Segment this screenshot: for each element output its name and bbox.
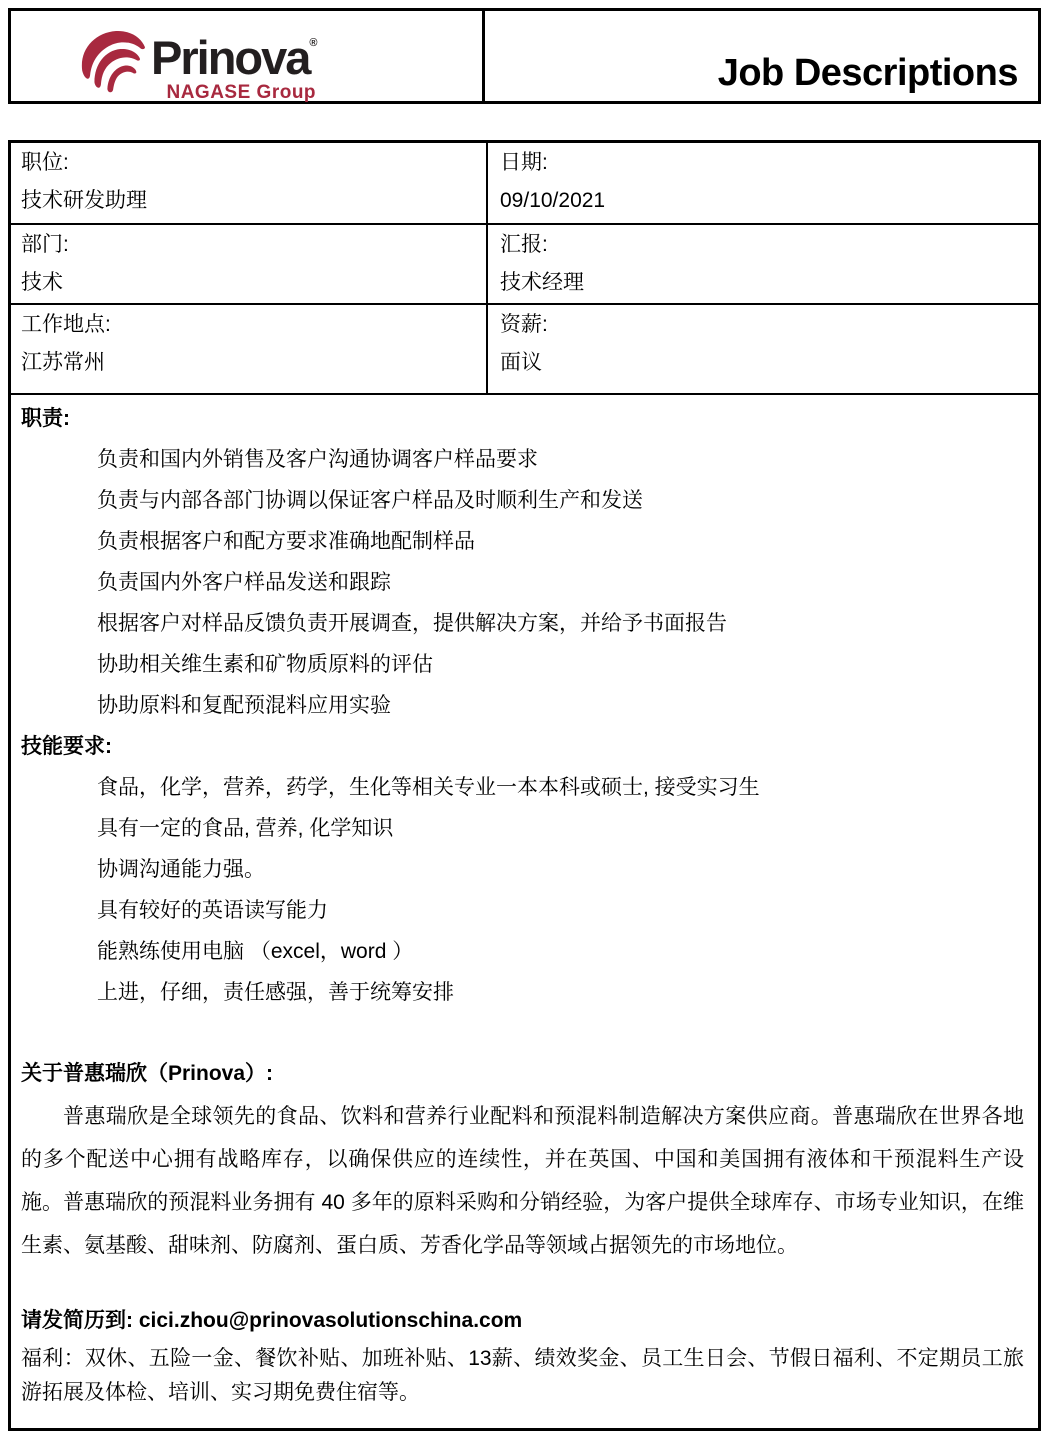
responsibility-item: 协助相关维生素和矿物质原料的评估 (97, 653, 433, 676)
date-value: 09/10/2021 (500, 189, 606, 212)
resume-contact-label: 请发简历到: (21, 1309, 133, 1332)
position-label: 职位: (21, 151, 69, 174)
responsibilities-heading: 职责: (21, 407, 70, 430)
salary-value: 面议 (500, 351, 542, 374)
responsibility-item: 负责国内外客户样品发送和跟踪 (97, 571, 391, 594)
location-cell (11, 305, 488, 393)
skill-item: 食品，化学，营养，药学，生化等相关专业一本本科或硕士, 接受实习生 (97, 776, 760, 799)
header-title-cell (485, 11, 1038, 101)
nagase-group-label: NAGASE Group (166, 82, 317, 103)
salary-label: 资薪: (500, 313, 548, 336)
about-heading: 关于普惠瑞欣（Prinova）: (21, 1062, 274, 1085)
table-row (11, 225, 1038, 305)
benefits-text: 福利：双休、五险一金、餐饮补贴、加班补贴、13薪、绩效奖金、员工生日会、节假日福利、不定期员工旅游拓展及体检、培训、实习期免费住宿等。 (21, 1347, 1024, 1404)
prinova-logo (75, 17, 318, 104)
resume-contact-line (21, 1300, 1024, 1342)
skill-item: 上进，仔细，责任感强，善于统筹安排 (97, 981, 454, 1004)
table-row (11, 143, 1038, 225)
brand-name: Prinova® (151, 31, 318, 84)
report-to-value: 技术经理 (500, 271, 584, 294)
responsibility-item: 负责与内部各部门协调以保证客户样品及时顺利生产和发送 (97, 489, 643, 512)
skills-heading: 技能要求: (21, 735, 112, 758)
header-logo-cell (11, 11, 485, 101)
position-cell (11, 143, 488, 223)
date-label: 日期: (500, 151, 548, 174)
report-to-cell (488, 225, 1038, 303)
page-title: Job Descriptions (717, 52, 1018, 94)
department-label: 部门: (21, 233, 69, 256)
location-value: 江苏常州 (21, 351, 105, 374)
job-details-cell (11, 395, 1038, 1428)
job-info-table (8, 140, 1041, 1431)
skill-item: 具有一定的食品, 营养, 化学知识 (97, 817, 394, 840)
skill-item: 协调沟通能力强。 (97, 858, 265, 881)
logo-wordmark (151, 17, 318, 104)
about-paragraph: 普惠瑞欣是全球领先的食品、饮料和营养行业配料和预混料制造解决方案供应商。普惠瑞欣在世界各地的多个配送中心拥有战略库存，以确保供应的连续性，并在英国、中国和美国拥有液体和干预混料生产设施。普惠瑞欣的预混料业务拥有 40 多年的原料采购和分销经验，为客户提供全球库存、市场专业知识，在维生素、氨基酸、甜味剂、防腐剂、蛋白质、芳香化学品等领域占据领先的市场地位。 (21, 1105, 1024, 1257)
department-cell (11, 225, 488, 303)
date-cell (488, 143, 1038, 223)
responsibility-item: 负责和国内外销售及客户沟通协调客户样品要求 (97, 448, 538, 471)
skill-item: 能熟练使用电脑 （excel，word ） (97, 940, 414, 963)
resume-email[interactable]: cici.zhou@prinovasolutionschina.com (138, 1309, 523, 1332)
salary-cell (488, 305, 1038, 393)
responsibility-item: 根据客户对样品反馈负责开展调查，提供解决方案，并给予书面报告 (97, 612, 727, 635)
position-value: 技术研发助理 (21, 189, 147, 212)
responsibility-item: 负责根据客户和配方要求准确地配制样品 (97, 530, 475, 553)
location-label: 工作地点: (21, 313, 111, 336)
report-to-label: 汇报: (500, 233, 548, 256)
responsibility-item: 协助原料和复配预混料应用实验 (97, 694, 391, 717)
department-value: 技术 (21, 271, 63, 294)
prinova-swirl-icon (75, 25, 147, 99)
skill-item: 具有较好的英语读写能力 (97, 899, 328, 922)
table-row (11, 305, 1038, 395)
header-banner (8, 8, 1041, 104)
trademark-symbol: ® (309, 37, 318, 49)
